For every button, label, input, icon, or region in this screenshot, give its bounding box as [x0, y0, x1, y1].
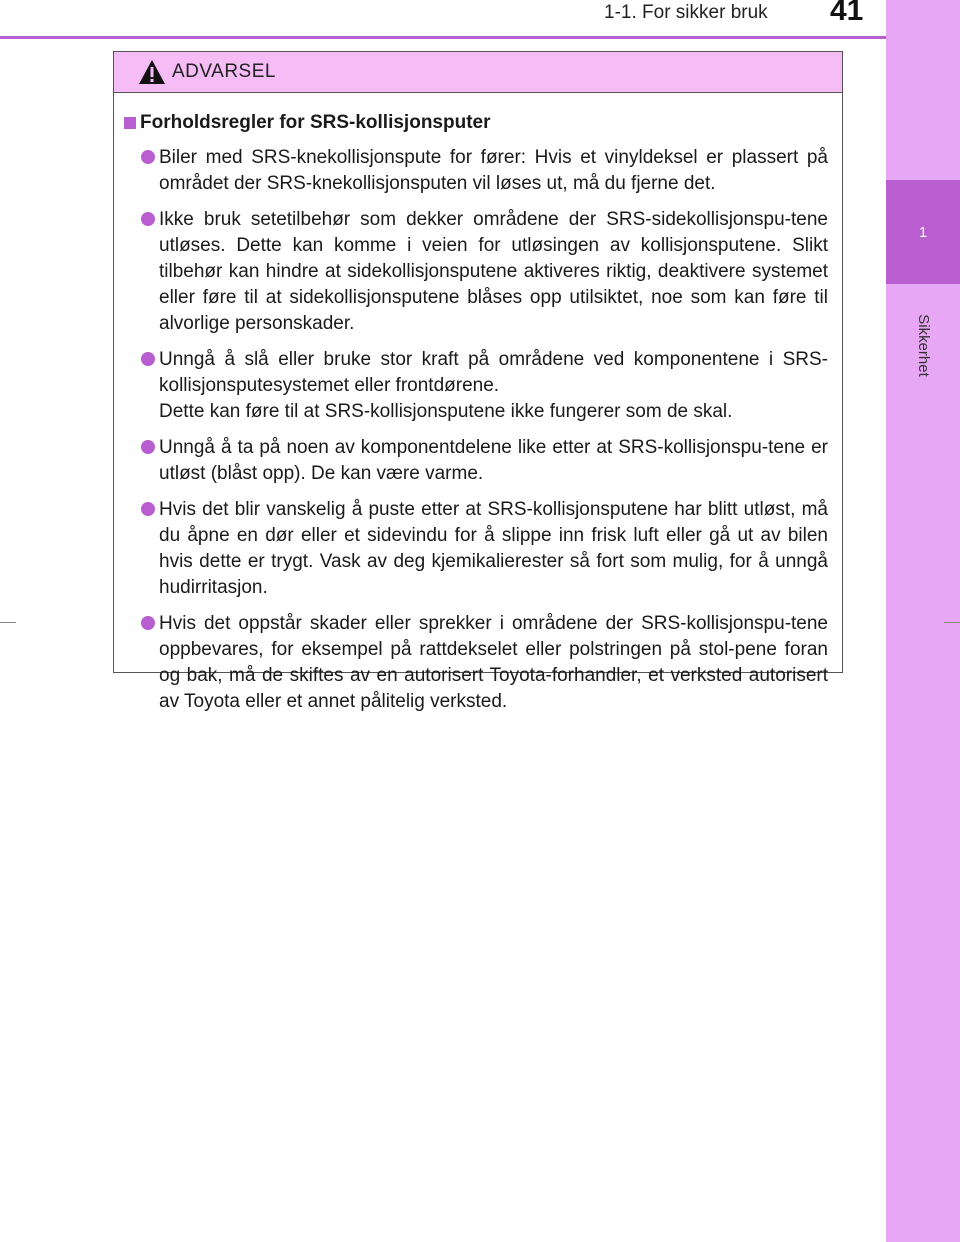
list-item [124, 497, 828, 601]
crop-mark-left [0, 622, 16, 623]
header-rule [0, 36, 886, 39]
section-heading: 1-1. For sikker bruk [604, 2, 768, 23]
warning-triangle-icon [138, 59, 166, 85]
list-item-text [159, 347, 828, 425]
round-bullet-icon [141, 616, 155, 630]
warning-title: ADVARSEL [172, 61, 276, 82]
square-bullet-icon [124, 117, 136, 129]
page-number: 41 [830, 0, 864, 27]
list-item-paragraph: Hvis det oppstår skader eller sprekker i områdene der SRS-kollisjonspu-tene oppbevares, for eksempel på rattdekselet eller polstringen på stol-pene foran og bak, må de skiftes av en autorisert Toyota-forhandler, et verksted autorisert av Toyota eller et annet pålitelig verksted. [159, 613, 828, 712]
list-item-paragraph: Hvis det blir vanskelig å puste etter at SRS-kollisjonsputene har blitt utløst, må du åpne en dør eller et sidevindu for å slippe inn frisk luft eller gå ut av bilen hvis dette er trygt. Vask av deg kjemikalierester så fort som mulig, for å unngå hudirritasjon. [159, 499, 828, 598]
list-item-text [159, 145, 828, 197]
list-item-paragraph: Ikke bruk setetilbehør som dekker områdene der SRS-sidekollisjonspu-tene utløses. Dette kan komme i veien for utløsingen av kollisjonsputene. Slikt tilbehør kan hindre at sidekollisjonsputene aktiveres riktig, deaktivere systemet eller føre til at sidekollisjonsputene blåses opp utilsiktet, noe som kan føre til alvorlige personskader. [159, 209, 828, 334]
round-bullet-icon [141, 212, 155, 226]
list-item-paragraph: Unngå å slå eller bruke stor kraft på områdene ved komponentene i SRS-kollisjonsputesystemet eller frontdørene. [159, 349, 828, 396]
list-item [124, 347, 828, 425]
list-item [124, 207, 828, 337]
list-item-text [159, 497, 828, 601]
list-item-paragraph: Unngå å ta på noen av komponentdelene like etter at SRS-kollisjonspu-tene er utløst (blåst opp). De kan være varme. [159, 437, 828, 484]
crop-mark-right [944, 622, 960, 623]
list-item [124, 435, 828, 487]
list-item-text [159, 611, 828, 715]
warning-box [113, 51, 843, 712]
round-bullet-icon [141, 502, 155, 516]
list-item [124, 611, 828, 715]
chapter-number: 1 [886, 180, 960, 284]
round-bullet-icon [141, 150, 155, 164]
list-item-paragraph: Biler med SRS-knekollisjonspute for fører: Hvis et vinyldeksel er plassert på området der SRS-knekollisjonsputen vil løses ut, må du fjerne det. [159, 147, 828, 194]
list-item-paragraph: Dette kan føre til at SRS-kollisjonsputene ikke fungerer som de skal. [159, 401, 733, 422]
list-item-text [159, 435, 828, 487]
section-title-row [124, 111, 828, 135]
warning-body [114, 93, 842, 715]
chapter-label-wrapper [886, 300, 960, 390]
chapter-label: Sikkerhet [914, 313, 932, 377]
round-bullet-icon [141, 440, 155, 454]
round-bullet-icon [141, 352, 155, 366]
section-title: Forholdsregler for SRS-kollisjonsputer [140, 112, 491, 133]
list-item [124, 145, 828, 197]
warning-header [114, 52, 842, 93]
list-item-text [159, 207, 828, 337]
